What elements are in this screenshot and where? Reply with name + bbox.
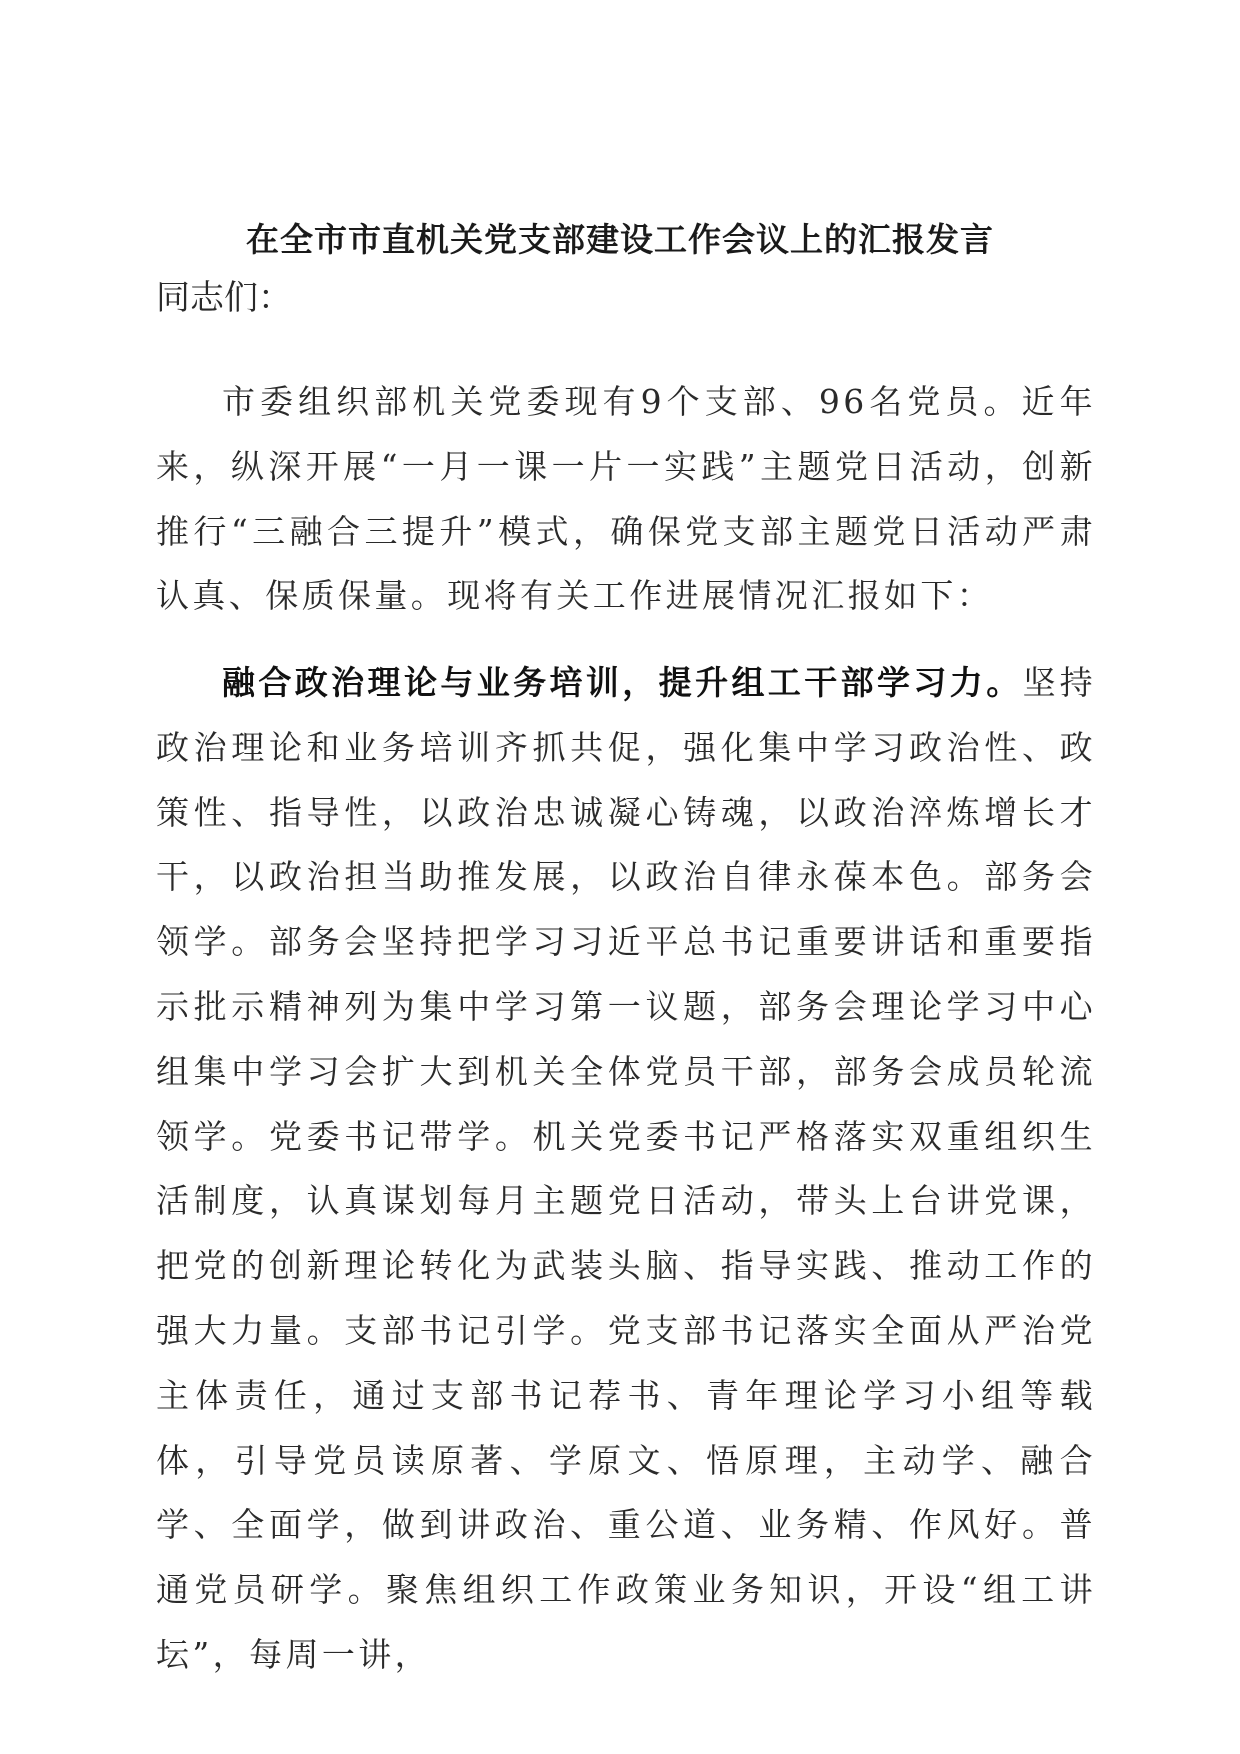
salutation: 同志们： bbox=[156, 278, 292, 318]
document-title: 在全市市直机关党支部建设工作会议上的汇报发言 bbox=[246, 220, 994, 259]
section-body: 坚持政治理论和业务培训齐抓共促，强化集中学习政治性、政策性、指导性，以政治忠诚凝心铸魂，以政治淬炼增长才干，以政治担当助推发展，以政治自律永葆本色。部务会领学。部务会坚持把学习习近平总书记重要讲话和重要指示批示精神列为集中学习第一议题，部务会理论学习中心组集中学习会扩大到机关全体党员干部，部务会成员轮流领学。党委书记带学。机关党委书记严格落实双重组织生活制度，认真谋划每月主题党日活动，带头上台讲党课，把党的创新理论转化为武装头脑、指导实践、推动工作的强大力量。支部书记引学。党支部书记落实全面从严治党主体责任，通过支部书记荐书、青年理论学习小组等载体，引导党员读原著、学原文、悟原理，主动学、融合学、全面学，做到讲政治、重公道、业务精、作风好。普通党员研学。聚焦组织工作政策业务知识，开设“组工讲坛”，每周一讲， bbox=[156, 663, 1096, 1674]
intro-paragraph: 市委组织部机关党委现有9个支部、96名党员。近年来，纵深开展“一月一课一片一实践”主题党日活动，创新推行“三融合三提升”模式，确保党支部主题党日活动严肃认真、保质保量。现将有关工作进展情况汇报如下： bbox=[156, 382, 1096, 616]
section-heading: 融合政治理论与业务培训，提升组工干部学习力。 bbox=[222, 663, 1023, 702]
section-paragraph bbox=[156, 651, 1096, 1688]
